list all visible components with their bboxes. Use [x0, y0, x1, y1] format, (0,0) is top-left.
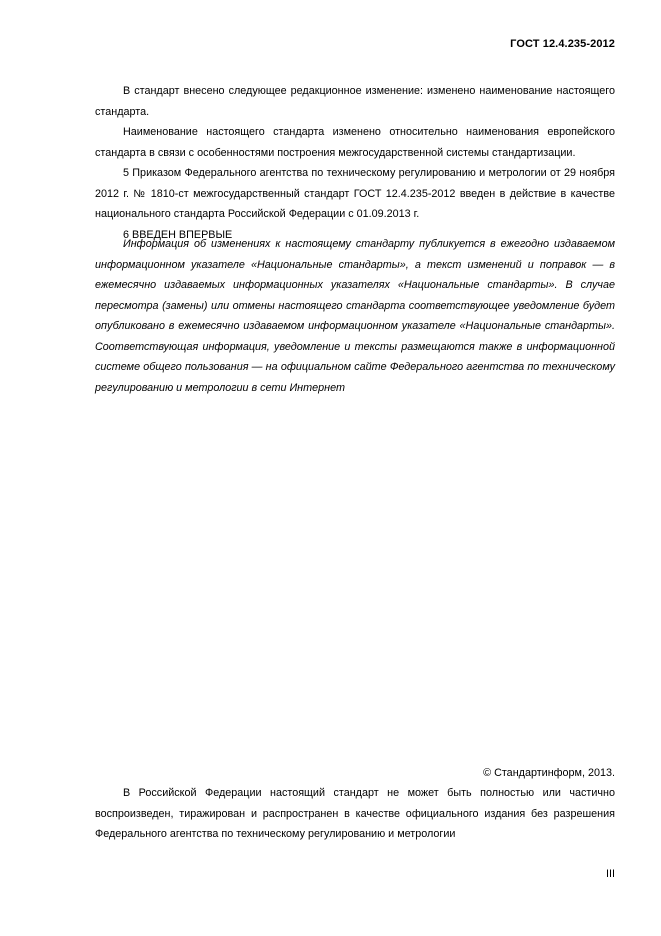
page-number: III [606, 868, 615, 880]
reproduction-rights-notice: В Российской Федерации настоящий стандарт не может быть полностью или частично воспроизведен, тиражирован и распространен в качестве официального издания без разрешения Федерального агентства по техническому регулированию и метрологии [95, 787, 615, 840]
name-change-paragraph: Наименование настоящего стандарта изменено относительно наименования европейского стандарта в связи с особенностями построения межгосударственной системы стандартизации. [95, 126, 615, 159]
changes-info-notice: Информация об изменениях к настоящему стандарту публикуется в ежегодно издаваемом информационном указателе «Национальные стандарты», а текст изменений и поправок — в ежемесячно издаваемых информационных указателях «Национальные стандарты». В случае пересмотра (замены) или отмены настоящего стандарта соответствующее уведомление будет опубликовано в ежемесячно издаваемом информационном указателе «Национальные стандарты». Соответствующая информация, уведомление и тексты размещаются также в информационной системе общего пользования — на официальном сайте Федерального агентства по техническому регулированию и метрологии в сети Интернет [95, 238, 615, 394]
standard-code-header: ГОСТ 12.4.235-2012 [510, 38, 615, 50]
copyright-line: © Стандартинформ, 2013. [483, 767, 615, 779]
editorial-change-paragraph: В стандарт внесено следующее редакционное изменение: изменено наименование настоящего стандарта. [95, 85, 615, 118]
preface-text-block [95, 81, 615, 245]
adoption-order-paragraph: 5 Приказом Федерального агентства по техническому регулированию и метрологии от 29 ноября 2012 г. № 1810-ст межгосударственный стандарт ГОСТ 12.4.235-2012 введен в действие в качестве национального стандарта Российской Федерации с 01.09.2013 г. [95, 167, 615, 220]
first-introduced-paragraph: 6 ВВЕДЕН ВПЕРВЫЕ [123, 228, 233, 241]
